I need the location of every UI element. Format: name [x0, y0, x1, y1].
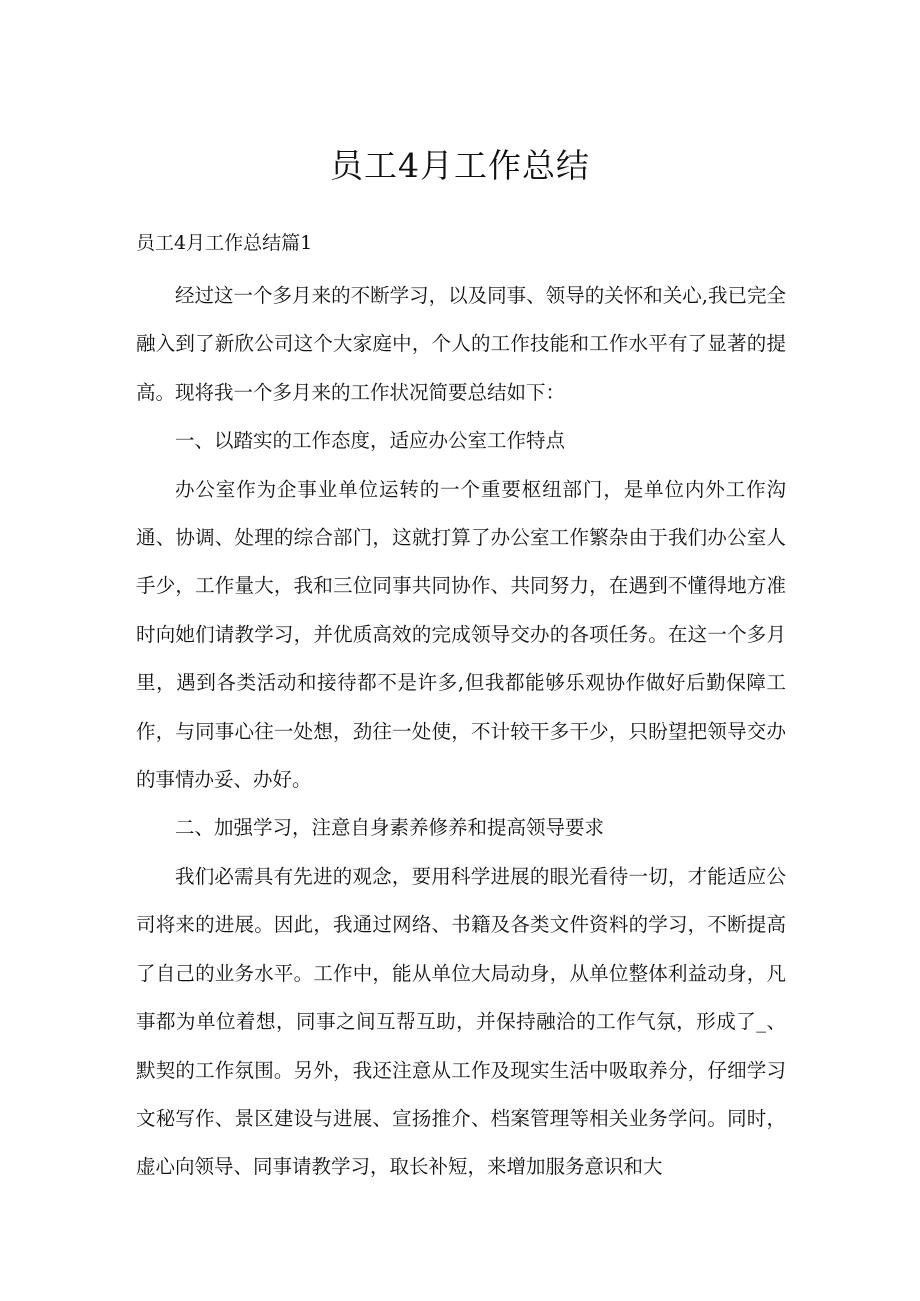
section-heading-1: 一、以踏实的工作态度，适应办公室工作特点 — [175, 429, 566, 453]
paragraph-section-2: 我们必需具有先进的观念，要用科学进展的眼光看待一切，才能适应公司将来的进展。因此，我通过网络、书籍及各类文件资料的学习，不断提高了自己的业务水平。工作中，能从单位大局动身，从单位整体利益动身，凡事都为单位着想，同事之间互帮互助，并保持融洽的工作气氛，形成了_、默契的工作氛围。另外，我还注意从工作及现实生活中吸取养分，仔细学习文秘写作、景区建设与进展、宣扬推介、档案管理等相关业务学问。同时，虚心向领导、同事请教学习，取长补短，来增加服务意识和大 — [136, 864, 786, 1179]
document-title: 员工4月工作总结 — [330, 146, 590, 185]
section-subtitle: 员工4月工作总结篇1 — [136, 232, 313, 254]
document-body — [136, 272, 786, 1192]
paragraph-intro: 经过这一个多月来的不断学习，以及同事、领导的关怀和关心,我已完全融入到了新欣公司这个大家庭中，个人的工作技能和工作水平有了显著的提高。现将我一个多月来的工作状况简要总结如下： — [136, 284, 786, 404]
section-heading-2: 二、加强学习，注意自身素养修养和提高领导要求 — [175, 816, 605, 840]
paragraph-section-1: 办公室作为企事业单位运转的一个重要枢纽部门，是单位内外工作沟通、协调、处理的综合部门，这就打算了办公室工作繁杂由于我们办公室人手少，工作量大，我和三位同事共同协作、共同努力，在遇到不懂得地方准时向她们请教学习，并优质高效的完成领导交办的各项任务。在这一个多月里，遇到各类活动和接待都不是许多,但我都能够乐观协作做好后勤保障工作，与同事心往一处想，劲往一处使，不计较干多干少，只盼望把领导交办的事情办妥、办好。 — [136, 477, 786, 792]
